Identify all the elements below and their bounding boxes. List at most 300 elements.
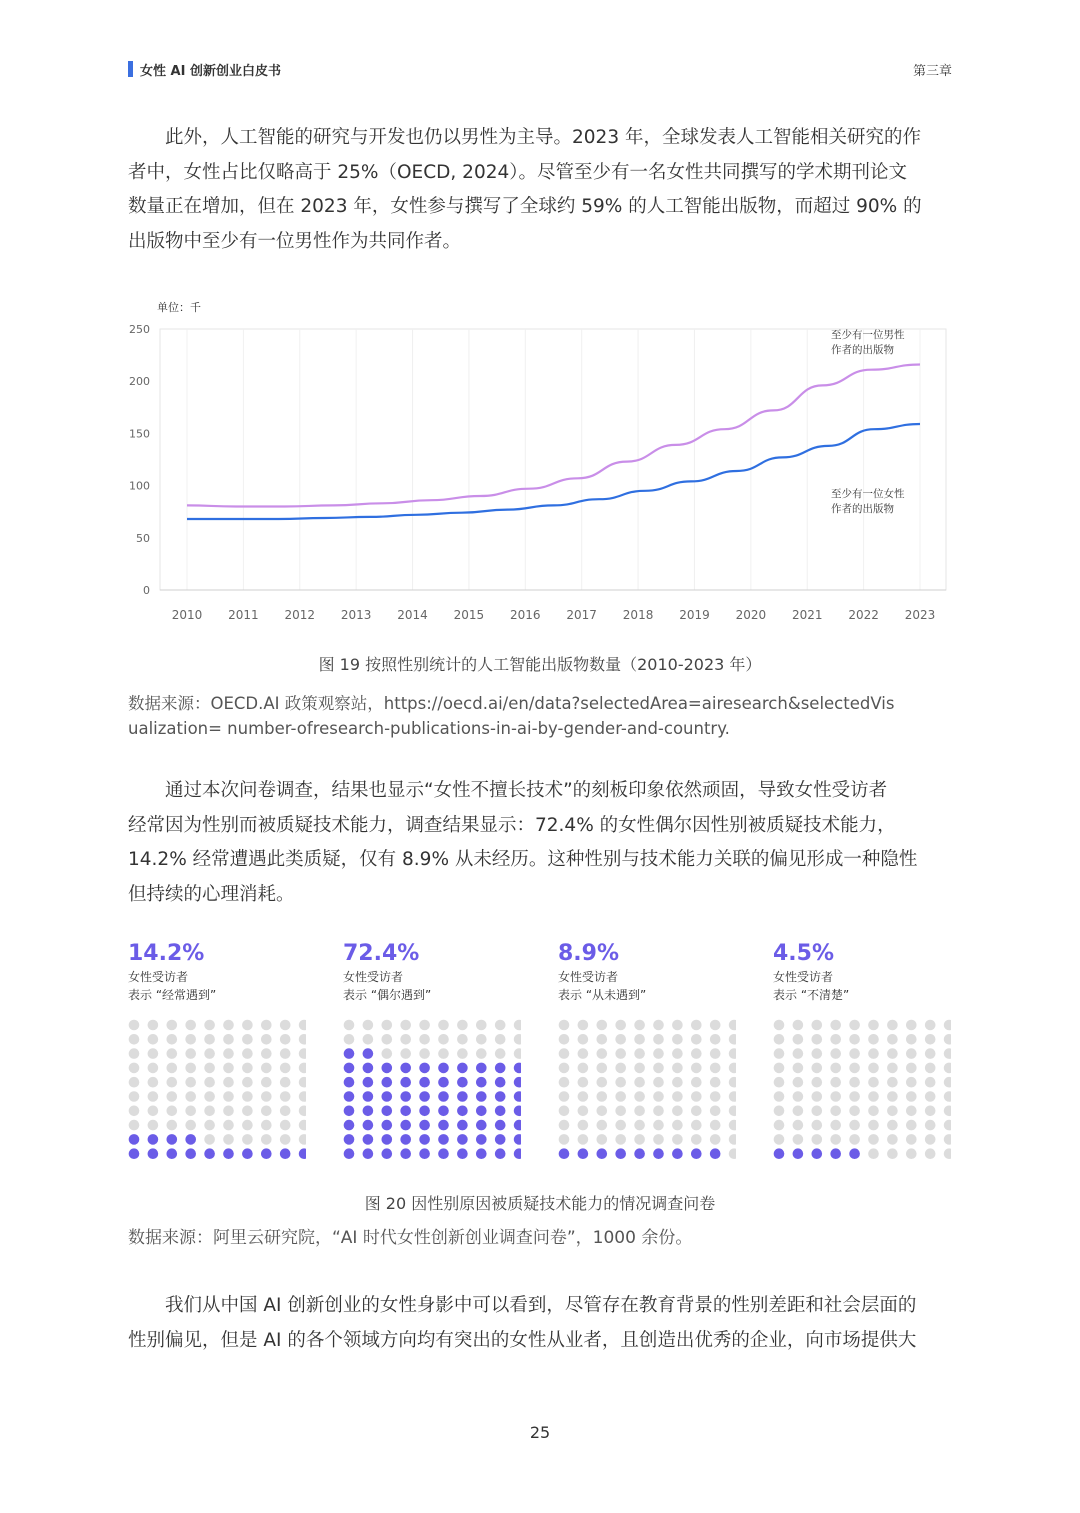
empty-dot: [242, 1063, 253, 1074]
empty-dot: [710, 1063, 721, 1074]
empty-dot: [615, 1020, 626, 1031]
empty-dot: [925, 1034, 936, 1045]
filled-dot: [457, 1091, 468, 1102]
empty-dot: [849, 1063, 860, 1074]
empty-dot: [868, 1120, 879, 1131]
empty-dot: [944, 1020, 951, 1031]
filled-dot: [419, 1134, 430, 1145]
figure-20-caption: 图 20 因性别原因被质疑技术能力的情况调查问卷: [364, 1194, 716, 1213]
filled-dot: [129, 1134, 140, 1145]
filled-dot: [849, 1148, 860, 1159]
empty-dot: [887, 1034, 898, 1045]
empty-dot: [944, 1148, 951, 1159]
y-tick-label: 100: [129, 479, 150, 493]
filled-dot: [710, 1148, 721, 1159]
filled-dot: [578, 1148, 589, 1159]
empty-dot: [710, 1091, 721, 1102]
filled-dot: [363, 1048, 374, 1059]
empty-dot: [906, 1020, 917, 1031]
empty-dot: [185, 1091, 196, 1102]
empty-dot: [887, 1077, 898, 1088]
filled-dot: [476, 1148, 487, 1159]
x-tick-label: 2019: [679, 608, 710, 622]
empty-dot: [148, 1077, 159, 1088]
empty-dot: [167, 1106, 178, 1117]
empty-dot: [615, 1077, 626, 1088]
stat-occasionally: [343, 940, 523, 1004]
empty-dot: [559, 1077, 570, 1088]
filled-dot: [672, 1148, 683, 1159]
paragraph-line: 此外，人工智能的研究与开发也仍以男性为主导。2023 年，全球发表人工智能相关研究的作: [165, 127, 921, 148]
filled-dot: [204, 1148, 215, 1159]
empty-dot: [868, 1091, 879, 1102]
empty-dot: [944, 1091, 951, 1102]
filled-dot: [400, 1063, 411, 1074]
empty-dot: [925, 1106, 936, 1117]
filled-dot: [559, 1148, 570, 1159]
empty-dot: [438, 1048, 449, 1059]
series-label: 至少有一位女性: [831, 488, 905, 500]
filled-dot: [400, 1148, 411, 1159]
empty-dot: [812, 1077, 823, 1088]
empty-dot: [204, 1134, 215, 1145]
empty-dot: [129, 1034, 140, 1045]
empty-dot: [729, 1120, 736, 1131]
empty-dot: [204, 1106, 215, 1117]
filled-dot: [382, 1077, 393, 1088]
empty-dot: [185, 1077, 196, 1088]
empty-dot: [400, 1048, 411, 1059]
empty-dot: [830, 1091, 841, 1102]
empty-dot: [148, 1106, 159, 1117]
empty-dot: [559, 1091, 570, 1102]
empty-dot: [167, 1034, 178, 1045]
empty-dot: [223, 1106, 234, 1117]
filled-dot: [129, 1148, 140, 1159]
empty-dot: [925, 1134, 936, 1145]
empty-dot: [280, 1034, 291, 1045]
empty-dot: [830, 1106, 841, 1117]
empty-dot: [185, 1063, 196, 1074]
empty-dot: [925, 1077, 936, 1088]
empty-dot: [830, 1034, 841, 1045]
empty-dot: [653, 1063, 664, 1074]
empty-dot: [944, 1077, 951, 1088]
empty-dot: [167, 1048, 178, 1059]
empty-dot: [299, 1091, 306, 1102]
empty-dot: [438, 1020, 449, 1031]
empty-dot: [223, 1077, 234, 1088]
empty-dot: [634, 1020, 645, 1031]
empty-dot: [925, 1148, 936, 1159]
empty-dot: [597, 1091, 608, 1102]
filled-dot: [653, 1148, 664, 1159]
empty-dot: [129, 1091, 140, 1102]
empty-dot: [204, 1048, 215, 1059]
empty-dot: [729, 1077, 736, 1088]
empty-dot: [148, 1120, 159, 1131]
empty-dot: [148, 1048, 159, 1059]
empty-dot: [578, 1091, 589, 1102]
empty-dot: [849, 1048, 860, 1059]
empty-dot: [167, 1091, 178, 1102]
empty-dot: [223, 1034, 234, 1045]
x-tick-label: 2016: [510, 608, 541, 622]
filled-dot: [400, 1120, 411, 1131]
empty-dot: [204, 1063, 215, 1074]
y-tick-label: 250: [129, 323, 150, 336]
empty-dot: [167, 1120, 178, 1131]
filled-dot: [344, 1091, 355, 1102]
x-tick-label: 2015: [453, 608, 485, 622]
empty-dot: [578, 1134, 589, 1145]
filled-dot: [476, 1120, 487, 1131]
empty-dot: [438, 1034, 449, 1045]
empty-dot: [223, 1048, 234, 1059]
empty-dot: [615, 1048, 626, 1059]
empty-dot: [729, 1034, 736, 1045]
empty-dot: [495, 1048, 506, 1059]
empty-dot: [457, 1034, 468, 1045]
empty-dot: [653, 1048, 664, 1059]
empty-dot: [729, 1048, 736, 1059]
filled-dot: [363, 1134, 374, 1145]
empty-dot: [729, 1020, 736, 1031]
series-line: [187, 424, 920, 519]
empty-dot: [261, 1120, 272, 1131]
x-tick-label: 2018: [622, 608, 654, 622]
empty-dot: [944, 1063, 951, 1074]
empty-dot: [242, 1020, 253, 1031]
empty-dot: [261, 1034, 272, 1045]
empty-dot: [812, 1020, 823, 1031]
filled-dot: [344, 1134, 355, 1145]
empty-dot: [129, 1020, 140, 1031]
paragraph-line: 出版物中至少有一位男性作为共同作者。: [128, 230, 462, 252]
empty-dot: [774, 1034, 785, 1045]
empty-dot: [280, 1106, 291, 1117]
filled-dot: [615, 1148, 626, 1159]
filled-dot: [438, 1077, 449, 1088]
empty-dot: [925, 1120, 936, 1131]
empty-dot: [925, 1091, 936, 1102]
paragraph-line: 14.2% 经常遭遇此类质疑，仅有 8.9% 从未经历。这种性别与技术能力关联的偏见形成一种隐性: [128, 849, 918, 870]
empty-dot: [578, 1077, 589, 1088]
empty-dot: [710, 1034, 721, 1045]
empty-dot: [774, 1077, 785, 1088]
empty-dot: [634, 1034, 645, 1045]
empty-dot: [299, 1048, 306, 1059]
empty-dot: [597, 1063, 608, 1074]
empty-dot: [774, 1134, 785, 1145]
empty-dot: [729, 1148, 736, 1159]
empty-dot: [729, 1063, 736, 1074]
empty-dot: [653, 1020, 664, 1031]
empty-dot: [887, 1106, 898, 1117]
paragraph-survey-results: [128, 774, 950, 912]
empty-dot: [495, 1034, 506, 1045]
empty-dot: [242, 1120, 253, 1131]
filled-dot: [148, 1134, 159, 1145]
filled-dot: [476, 1091, 487, 1102]
empty-dot: [691, 1091, 702, 1102]
filled-dot: [382, 1120, 393, 1131]
filled-dot: [344, 1063, 355, 1074]
empty-dot: [944, 1120, 951, 1131]
filled-dot: [495, 1091, 506, 1102]
filled-dot: [363, 1077, 374, 1088]
empty-dot: [774, 1120, 785, 1131]
filled-dot: [382, 1148, 393, 1159]
empty-dot: [812, 1063, 823, 1074]
filled-dot: [476, 1077, 487, 1088]
empty-dot: [382, 1048, 393, 1059]
empty-dot: [615, 1063, 626, 1074]
empty-dot: [868, 1148, 879, 1159]
empty-dot: [906, 1077, 917, 1088]
empty-dot: [812, 1134, 823, 1145]
empty-dot: [559, 1106, 570, 1117]
empty-dot: [691, 1034, 702, 1045]
empty-dot: [400, 1034, 411, 1045]
empty-dot: [223, 1091, 234, 1102]
filled-dot: [344, 1048, 355, 1059]
empty-dot: [672, 1077, 683, 1088]
empty-dot: [672, 1120, 683, 1131]
empty-dot: [476, 1020, 487, 1031]
series-label: 作者的出版物: [831, 503, 894, 515]
empty-dot: [634, 1091, 645, 1102]
empty-dot: [204, 1091, 215, 1102]
filled-dot: [457, 1134, 468, 1145]
filled-dot: [400, 1091, 411, 1102]
filled-dot: [419, 1091, 430, 1102]
series-line: [187, 365, 920, 507]
empty-dot: [849, 1134, 860, 1145]
empty-dot: [887, 1091, 898, 1102]
empty-dot: [597, 1134, 608, 1145]
empty-dot: [710, 1020, 721, 1031]
empty-dot: [944, 1134, 951, 1145]
empty-dot: [849, 1034, 860, 1045]
filled-dot: [344, 1120, 355, 1131]
x-tick-label: 2011: [228, 608, 259, 622]
empty-dot: [849, 1120, 860, 1131]
empty-dot: [129, 1077, 140, 1088]
empty-dot: [710, 1120, 721, 1131]
header-accent-bar: [128, 61, 133, 77]
filled-dot: [514, 1106, 521, 1117]
empty-dot: [887, 1063, 898, 1074]
empty-dot: [634, 1077, 645, 1088]
empty-dot: [299, 1063, 306, 1074]
filled-dot: [363, 1063, 374, 1074]
empty-dot: [868, 1020, 879, 1031]
empty-dot: [559, 1120, 570, 1131]
empty-dot: [457, 1048, 468, 1059]
filled-dot: [185, 1134, 196, 1145]
empty-dot: [710, 1048, 721, 1059]
stat-percent: 8.9%: [558, 941, 620, 966]
empty-dot: [849, 1106, 860, 1117]
empty-dot: [729, 1134, 736, 1145]
empty-dot: [129, 1048, 140, 1059]
empty-dot: [280, 1077, 291, 1088]
filled-dot: [419, 1148, 430, 1159]
empty-dot: [653, 1091, 664, 1102]
stat-label: 表示 “从未遇到”: [558, 988, 647, 1002]
filled-dot: [363, 1106, 374, 1117]
empty-dot: [615, 1034, 626, 1045]
empty-dot: [242, 1034, 253, 1045]
stat-percent: 4.5%: [773, 941, 835, 966]
empty-dot: [944, 1034, 951, 1045]
empty-dot: [906, 1106, 917, 1117]
empty-dot: [615, 1106, 626, 1117]
empty-dot: [280, 1020, 291, 1031]
empty-dot: [812, 1091, 823, 1102]
filled-dot: [774, 1148, 785, 1159]
paragraph-ai-research: [128, 121, 950, 259]
empty-dot: [868, 1063, 879, 1074]
stat-unclear: [773, 940, 953, 1004]
empty-dot: [774, 1048, 785, 1059]
filled-dot: [457, 1148, 468, 1159]
filled-dot: [382, 1134, 393, 1145]
empty-dot: [812, 1048, 823, 1059]
empty-dot: [672, 1134, 683, 1145]
empty-dot: [597, 1020, 608, 1031]
empty-dot: [261, 1091, 272, 1102]
empty-dot: [148, 1020, 159, 1031]
filled-dot: [476, 1134, 487, 1145]
empty-dot: [476, 1048, 487, 1059]
empty-dot: [204, 1034, 215, 1045]
empty-dot: [382, 1020, 393, 1031]
empty-dot: [830, 1020, 841, 1031]
empty-dot: [185, 1048, 196, 1059]
x-tick-label: 2017: [566, 608, 597, 622]
empty-dot: [578, 1063, 589, 1074]
empty-dot: [672, 1091, 683, 1102]
empty-dot: [578, 1020, 589, 1031]
publications-line-chart: [128, 290, 958, 635]
filled-dot: [438, 1134, 449, 1145]
empty-dot: [242, 1091, 253, 1102]
empty-dot: [944, 1048, 951, 1059]
empty-dot: [710, 1077, 721, 1088]
filled-dot: [457, 1077, 468, 1088]
filled-dot: [495, 1063, 506, 1074]
paragraph-line: 者中，女性占比仅略高于 25%（OECD, 2024）。尽管至少有一名女性共同撰写的学术期刊论文: [128, 161, 908, 183]
unit-label: 单位：千: [157, 301, 201, 314]
empty-dot: [887, 1134, 898, 1145]
empty-dot: [578, 1048, 589, 1059]
filled-dot: [148, 1148, 159, 1159]
empty-dot: [793, 1120, 804, 1131]
empty-dot: [167, 1063, 178, 1074]
empty-dot: [774, 1106, 785, 1117]
filled-dot: [223, 1148, 234, 1159]
empty-dot: [793, 1048, 804, 1059]
empty-dot: [774, 1091, 785, 1102]
x-tick-label: 2022: [848, 608, 879, 622]
stat-label: 女性受访者: [773, 970, 834, 984]
filled-dot: [363, 1091, 374, 1102]
empty-dot: [830, 1077, 841, 1088]
empty-dot: [672, 1020, 683, 1031]
empty-dot: [868, 1048, 879, 1059]
empty-dot: [710, 1106, 721, 1117]
filled-dot: [363, 1120, 374, 1131]
source-line: 数据来源：OECD.AI 政策观察站，https://oecd.ai/en/data?selectedArea=airesearch&selectedVis: [128, 694, 895, 713]
figure-20-source: 数据来源：阿里云研究院，“AI 时代女性创新创业调查问卷”，1000 余份。: [128, 1228, 693, 1248]
empty-dot: [849, 1077, 860, 1088]
stat-label: 女性受访者: [128, 970, 189, 984]
filled-dot: [457, 1120, 468, 1131]
filled-dot: [167, 1148, 178, 1159]
stat-label: 女性受访者: [343, 970, 404, 984]
filled-dot: [438, 1120, 449, 1131]
empty-dot: [812, 1120, 823, 1131]
empty-dot: [830, 1048, 841, 1059]
empty-dot: [887, 1048, 898, 1059]
empty-dot: [204, 1077, 215, 1088]
empty-dot: [793, 1134, 804, 1145]
empty-dot: [559, 1020, 570, 1031]
filled-dot: [167, 1134, 178, 1145]
empty-dot: [578, 1106, 589, 1117]
filled-dot: [382, 1091, 393, 1102]
empty-dot: [223, 1134, 234, 1145]
filled-dot: [400, 1077, 411, 1088]
empty-dot: [261, 1106, 272, 1117]
empty-dot: [597, 1120, 608, 1131]
empty-dot: [148, 1091, 159, 1102]
empty-dot: [634, 1048, 645, 1059]
empty-dot: [299, 1034, 306, 1045]
empty-dot: [559, 1134, 570, 1145]
empty-dot: [280, 1091, 291, 1102]
empty-dot: [363, 1034, 374, 1045]
stat-percent: 72.4%: [343, 941, 420, 966]
empty-dot: [906, 1148, 917, 1159]
empty-dot: [514, 1048, 521, 1059]
filled-dot: [299, 1148, 306, 1159]
empty-dot: [830, 1134, 841, 1145]
empty-dot: [830, 1120, 841, 1131]
empty-dot: [299, 1134, 306, 1145]
empty-dot: [204, 1020, 215, 1031]
empty-dot: [672, 1048, 683, 1059]
page-number: 25: [529, 1423, 551, 1442]
empty-dot: [793, 1034, 804, 1045]
empty-dot: [148, 1034, 159, 1045]
empty-dot: [906, 1048, 917, 1059]
filled-dot: [419, 1063, 430, 1074]
empty-dot: [793, 1106, 804, 1117]
filled-dot: [476, 1063, 487, 1074]
empty-dot: [167, 1020, 178, 1031]
filled-dot: [400, 1106, 411, 1117]
y-tick-label: 50: [136, 531, 150, 545]
filled-dot: [438, 1106, 449, 1117]
empty-dot: [419, 1020, 430, 1031]
x-tick-label: 2013: [340, 608, 372, 622]
empty-dot: [559, 1063, 570, 1074]
empty-dot: [419, 1034, 430, 1045]
filled-dot: [419, 1077, 430, 1088]
